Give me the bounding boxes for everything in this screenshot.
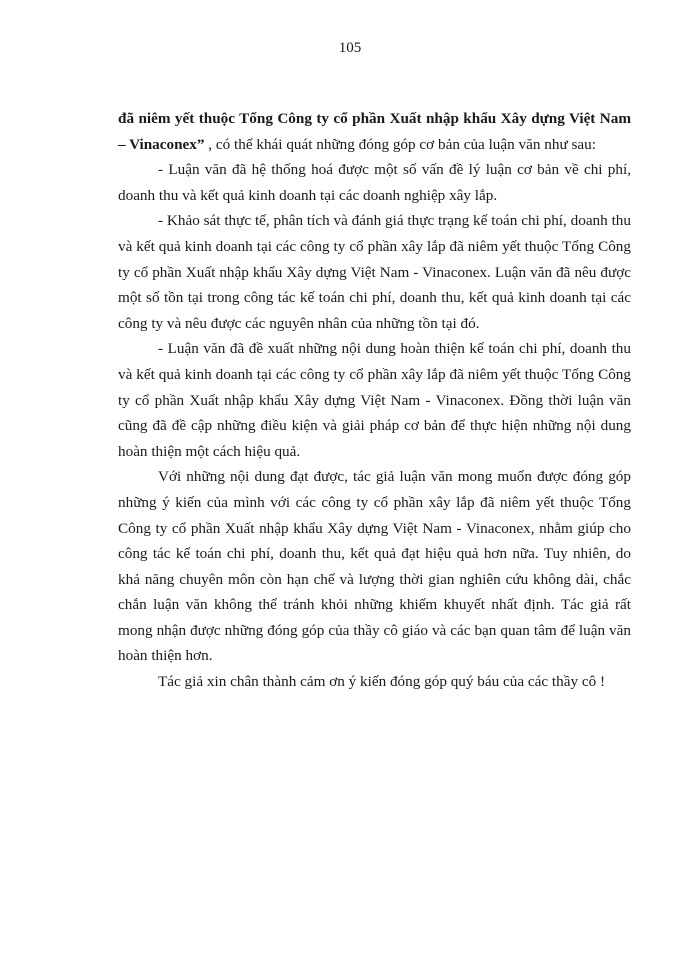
paragraph-contribution-1: - Luận văn đã hệ thống hoá được một số vấn đề lý luận cơ bản về chi phí, doanh thu và kết quả kinh doanh tại các doanh nghiệp xây lắp. (118, 161, 631, 204)
page-number: 105 (338, 40, 362, 56)
paragraph-contribution-2: - Khảo sát thực tế, phân tích và đánh giá thực trạng kế toán chi phí, doanh thu và kết quả kinh doanh tại các công ty cổ phần xây lắp đã niêm yết thuộc Tổng Công ty cổ phần Xuất nhập khẩu Xây dựng Việt Nam - Vinaconex. Luận văn đã nêu được một số tồn tại trong công tác kế toán chi phí, doanh thu, kết quả kinh doanh tại các công ty và nêu được các nguyên nhân của những tồn tại đó. (118, 212, 631, 332)
paragraph-contribution-3: - Luận văn đã đề xuất những nội dung hoàn thiện kế toán chi phí, doanh thu và kết quả kinh doanh tại các công ty cổ phần xây lắp đã niêm yết thuộc Tổng Công ty cổ phần Xuất nhập khẩu Xây dựng Việt Nam - Vinaconex. Đồng thời luận văn cũng đã đề cập những điều kiện và giải pháp cơ bản để thực hiện những nội dung hoàn thiện một cách hiệu quả. (118, 340, 631, 460)
lead-paragraph (118, 106, 631, 157)
lead-rest-text: , có thể khái quát những đóng góp cơ bản của luận văn như sau: (204, 135, 596, 153)
paragraph-conclusion: Với những nội dung đạt được, tác giả luận văn mong muốn được đóng góp những ý kiến của mình với các công ty cổ phần xây lắp đã niêm yết thuộc Tổng Công ty cổ phần Xuất nhập khẩu Xây dựng Việt Nam - Vinaconex, nhằm giúp cho công tác kế toán chi phí, doanh thu, kết quả đạt hiệu quả hơn nữa. Tuy nhiên, do khả năng chuyên môn còn hạn chế và lượng thời gian nghiên cứu không dài, chắc chắn luận văn không thể tránh khỏi những khiếm khuyết nhất định. Tác giả rất mong nhận được những đóng góp của thầy cô giáo và các bạn quan tâm để luận văn hoàn thiện hơn. (118, 468, 631, 665)
document-body (118, 106, 631, 695)
lead-bold-text: đã niêm yết thuộc Tổng Công ty cổ phần Xuất nhập khẩu Xây dựng Việt Nam – Vinaconex” (118, 110, 631, 153)
paragraph-thanks: Tác giả xin chân thành cảm ơn ý kiến đóng góp quý báu của các thầy cô ! (158, 673, 606, 691)
